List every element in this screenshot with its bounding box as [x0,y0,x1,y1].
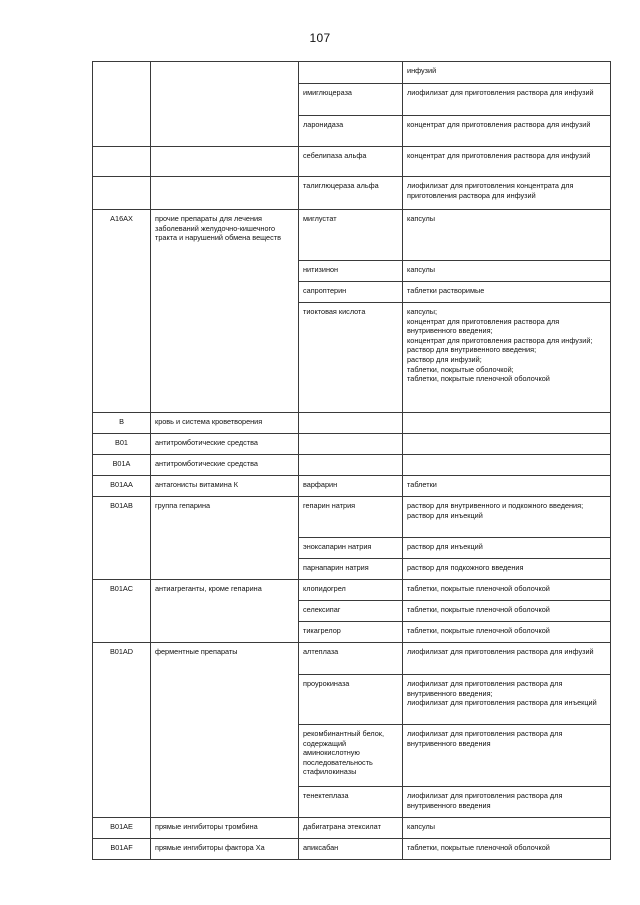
form-cell: раствор для подкожного введения [403,559,611,580]
inn-cell: талиглюцераза альфа [299,177,403,210]
group-cell: антиагреганты, кроме гепарина [151,580,299,643]
inn-cell: рекомбинантный белок, содержащий аминокислотную последовательность стафилокиназы [299,725,403,787]
inn-cell: апиксабан [299,839,403,860]
group-cell: антагонисты витамина К [151,476,299,497]
table-row [93,818,611,839]
form-cell: таблетки, покрытые пленочной оболочкой [403,622,611,643]
form-cell: инфузий [403,62,611,84]
form-cell: раствор для инъекций [403,538,611,559]
form-cell: таблетки растворимые [403,282,611,303]
form-cell [403,675,611,725]
table-row [93,476,611,497]
table-row [93,210,611,261]
drug-table [92,61,611,860]
form-cell: таблетки, покрытые пленочной оболочкой [403,580,611,601]
form-text: капсулы; концентрат для приготовления раствора для внутривенного введения; концентрат для приготовления раствора для инфузий; раствор для внутривенного введения; раствор для инфузий; таблетки, покрытые оболочкой; таблетки, покрытые пленочной оболочкой [407,307,593,384]
form-cell [403,497,611,538]
atc-code-cell: B [93,413,151,434]
group-cell: прямые ингибиторы фактора Ха [151,839,299,860]
atc-code-cell: B01AF [93,839,151,860]
form-cell: капсулы [403,210,611,261]
inn-cell: тиоктовая кислота [299,303,403,413]
table-row [93,413,611,434]
inn-cell [299,62,403,84]
inn-cell: дабигатрана этексилат [299,818,403,839]
inn-cell [299,434,403,455]
form-cell: лиофилизат для приготовления раствора для внутривенного введения [403,725,611,787]
table-row [93,434,611,455]
inn-cell [299,455,403,476]
atc-code-cell [93,147,151,177]
inn-cell: проурокиназа [299,675,403,725]
form-cell: концентрат для приготовления раствора для инфузий [403,116,611,147]
group-cell: ферментные препараты [151,643,299,818]
atc-code-cell: B01AA [93,476,151,497]
atc-code-cell: B01AB [93,497,151,580]
table-row [93,177,611,210]
inn-cell: ларонидаза [299,116,403,147]
form-cell: лиофилизат для приготовления концентрата для приготовления раствора для инфузий [403,177,611,210]
form-text: лиофилизат для приготовления раствора для внутривенного введения; лиофилизат для приготовления раствора для инъекций [407,679,597,708]
table-row [93,580,611,601]
form-cell [403,303,611,413]
group-cell [151,62,299,147]
inn-cell: имиглюцераза [299,84,403,116]
inn-cell: сапроптерин [299,282,403,303]
inn-cell: алтеплаза [299,643,403,675]
form-cell: концентрат для приготовления раствора для инфузий [403,147,611,177]
atc-code-cell: B01AC [93,580,151,643]
group-cell: группа гепарина [151,497,299,580]
group-cell: антитромботические средства [151,434,299,455]
form-text: раствор для внутривенного и подкожного введения; раствор для инъекций [407,501,584,520]
table-row [93,455,611,476]
form-cell: лиофилизат для приготовления раствора для инфузий [403,643,611,675]
page-number: 107 [309,31,331,45]
table-row [93,147,611,177]
atc-code-cell [93,62,151,147]
table-row [93,643,611,675]
atc-code-cell: B01A [93,455,151,476]
group-cell [151,177,299,210]
table-row [93,62,611,84]
inn-cell: нитизинон [299,261,403,282]
inn-cell: парнапарин натрия [299,559,403,580]
atc-code-cell: A16AX [93,210,151,413]
form-cell: лиофилизат для приготовления раствора для инфузий [403,84,611,116]
form-cell: лиофилизат для приготовления раствора для внутривенного введения [403,787,611,818]
form-cell: таблетки, покрытые пленочной оболочкой [403,839,611,860]
inn-cell: тикагрелор [299,622,403,643]
form-cell: капсулы [403,261,611,282]
atc-code-cell: B01 [93,434,151,455]
form-cell: капсулы [403,818,611,839]
inn-cell: гепарин натрия [299,497,403,538]
group-cell: кровь и система кроветворения [151,413,299,434]
inn-cell [299,413,403,434]
table-row [93,839,611,860]
inn-cell: варфарин [299,476,403,497]
form-cell [403,455,611,476]
inn-cell: миглустат [299,210,403,261]
atc-code-cell: B01AE [93,818,151,839]
inn-cell: себелипаза альфа [299,147,403,177]
atc-code-cell [93,177,151,210]
table-row [93,497,611,538]
group-cell [151,147,299,177]
atc-code-cell: B01AD [93,643,151,818]
form-cell [403,434,611,455]
group-cell: антитромботические средства [151,455,299,476]
form-cell [403,413,611,434]
inn-cell: тенектеплаза [299,787,403,818]
inn-cell: селексипаг [299,601,403,622]
group-cell: прочие препараты для лечения заболеваний желудочно-кишечного тракта и нарушений обмена веществ [151,210,299,413]
form-cell: таблетки [403,476,611,497]
form-cell: таблетки, покрытые пленочной оболочкой [403,601,611,622]
group-cell: прямые ингибиторы тромбина [151,818,299,839]
inn-cell: эноксапарин натрия [299,538,403,559]
inn-cell: клопидогрел [299,580,403,601]
